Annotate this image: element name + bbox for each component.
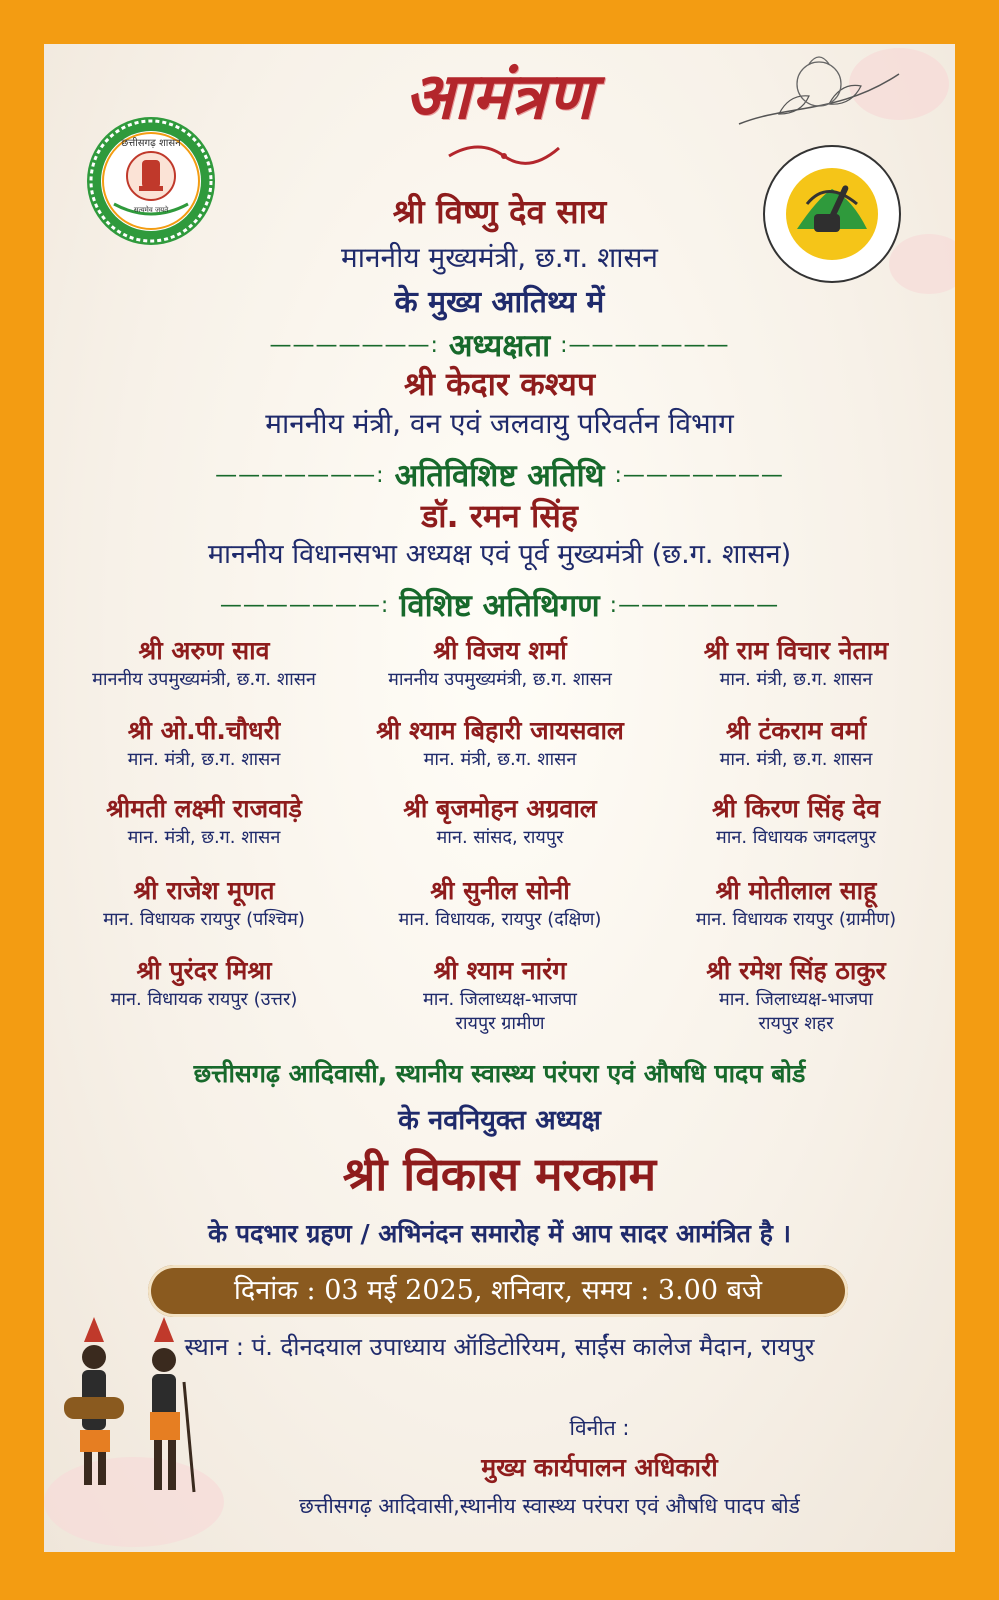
tribal-dancers-illustration [44,1302,244,1552]
guest-designation: माननीय उपमुख्यमंत्री, छ.ग. शासन [92,669,316,690]
special-guest-section-heading: ———————: अतिविशिष्ट अतिथि :——————— [44,454,955,496]
guest-name: श्री बृजमोहन अग्रवाल [403,794,597,823]
guest-entry [350,634,650,692]
chief-guest-designation: माननीय मुख्यमंत्री, छ.ग. शासन [341,241,658,274]
guest-name: श्री राम विचार नेताम [703,636,889,665]
presidency-designation: माननीय मंत्री, वन एवं जलवायु परिवर्तन विभाग [265,407,734,440]
guest-entry [54,792,354,850]
guest-name: श्री मोतीलाल साहू [715,876,877,905]
guest-designation: मान. विधायक जगदलपुर [715,827,877,848]
guests-section-heading: ———————: विशिष्ट अतिथिगण :——————— [44,584,955,626]
chief-guest-name: श्री विष्णु देव साय [392,192,607,231]
signoff-org: छत्तीसगढ़ आदिवासी,स्थानीय स्वास्थ्य परंपरा एवं औषधि पादप बोर्ड [299,1494,800,1518]
invitation-card [44,44,955,1552]
signoff-label: विनीत : [569,1416,630,1440]
guest-name: श्री किरण सिंह देव [711,794,881,823]
guest-entry [646,874,946,932]
board-name: छत्तीसगढ़ आदिवासी, स्थानीय स्वास्थ्य परंपरा एवं औषधि पादप बोर्ड [193,1059,806,1088]
board-role: के नवनियुक्त अध्यक्ष [398,1105,601,1136]
special-guest-designation: माननीय विधानसभा अध्यक्ष एवं पूर्व मुख्यमंत्री (छ.ग. शासन) [207,539,792,570]
guest-designation: मान. मंत्री, छ.ग. शासन [719,749,873,770]
guest-name: श्री रमेश सिंह ठाकुर [706,956,886,985]
guest-designation: मान. विधायक, रायपुर (दक्षिण) [398,909,602,930]
guest-name: श्रीमती लक्ष्मी राजवाड़े [106,794,302,823]
invitation-line: के पदभार ग्रहण / अभिनंदन समारोह में आप सादर आमंत्रित है । [207,1219,792,1248]
left-seal-text: छत्तीसगढ़ शासन [121,138,181,149]
guest-designation: मान. मंत्री, छ.ग. शासन [423,749,577,770]
guest-name: श्री राजेश मूणत [133,876,275,905]
signoff-officer: मुख्य कार्यपालन अधिकारी [481,1453,718,1482]
guest-designation: मान. विधायक रायपुर (ग्रामीण) [695,909,897,930]
guest-designation: मान. मंत्री, छ.ग. शासन [719,669,873,690]
guest-designation: मान. जिलाध्यक्ष-भाजपा [423,989,577,1010]
guest-entry [350,714,650,772]
guest-entry [54,874,354,932]
guest-entry [54,954,354,1012]
guest-entry [54,634,354,692]
chief-guest-note: के मुख्य आतिथ्य में [394,285,605,320]
guest-designation: मान. मंत्री, छ.ग. शासन [127,827,281,848]
venue-line: स्थान : पं. दीनदयाल उपाध्याय ऑडिटोरियम, साईंस कालेज मैदान, रायपुर [184,1333,815,1361]
guest-entry [54,714,354,772]
special-guest-name: डॉ. रमन सिंह [421,497,578,535]
guest-entry [646,954,946,1036]
guest-name: श्री सुनील सोनी [430,876,570,905]
guest-designation: मान. विधायक रायपुर (पश्चिम) [103,909,305,930]
guest-designation: मान. सांसद, रायपुर [436,827,564,848]
guest-name: श्री विजय शर्मा [433,636,567,665]
left-seal-motto: सत्यमेव जयते [133,206,169,214]
guests-label: विशिष्ट अतिथिगण [399,588,600,624]
invitation-title: आमंत्रण [404,59,595,134]
guest-entry [646,792,946,850]
guest-designation: मान. विधायक रायपुर (उत्तर) [110,989,298,1010]
guest-name: श्री श्याम नारंग [433,956,567,985]
guest-name: श्री ओ.पी.चौधरी [127,716,281,745]
board-president-name: श्री विकास मरकाम [342,1147,657,1201]
guest-designation: माननीय उपमुख्यमंत्री, छ.ग. शासन [388,669,612,690]
title-swirl-decoration [444,136,564,166]
presidency-name: श्री केदार कश्यप [403,365,596,403]
guest-designation: मान. मंत्री, छ.ग. शासन [127,749,281,770]
guest-entry [646,634,946,692]
guest-name: श्री टंकराम वर्मा [725,716,867,745]
guest-entry [350,954,650,1036]
presidency-section-heading: ———————: अध्यक्षता :——————— [44,324,955,366]
guest-name: श्री अरुण साव [138,636,270,665]
special-guest-label: अतिविशिष्ट अतिथि [394,458,605,494]
presidency-label: अध्यक्षता [448,328,551,364]
guest-entry [350,792,650,850]
guest-name: श्री श्याम बिहारी जायसवाल [376,716,624,745]
guest-designation: मान. जिलाध्यक्ष-भाजपा [719,989,873,1010]
guest-designation-line2: रायपुर ग्रामीण [455,1013,545,1034]
date-time-banner: दिनांक : 03 मई 2025, शनिवार, समय : 3.00 बजे [148,1265,848,1317]
guest-designation-line2: रायपुर शहर [758,1013,834,1034]
guest-name: श्री पुरंदर मिश्रा [136,956,272,985]
guest-entry [646,714,946,772]
guest-entry [350,874,650,932]
